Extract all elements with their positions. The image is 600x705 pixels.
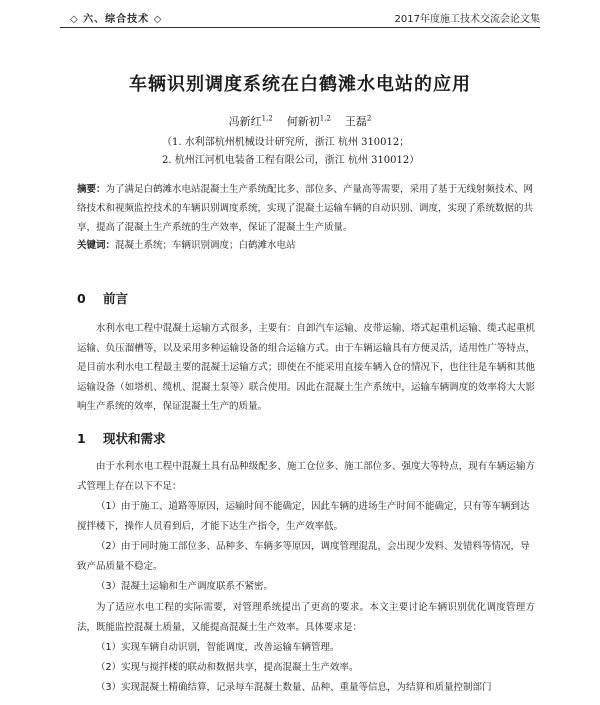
author-affiliation-mark: 2 [366, 114, 372, 123]
running-header-section: ◇ 六、综合技术 ◇ [70, 14, 163, 25]
section-title: 现状和需求 [103, 431, 166, 446]
paragraph: 为了适应水电工程的实际需要，对管理系统提出了更高的要求。本文主要讨论车辆识别优化调度管理方法，既能监控混凝土质量，又能提高混凝土生产效率。具体要求是： [77, 602, 535, 633]
section-heading [77, 429, 166, 447]
section-heading [77, 289, 128, 307]
list-item: （1）实现车辆自动识别，智能调度，改善运输车辆管理。 [96, 642, 340, 653]
list-item: （2）实现与搅拌楼的联动和数据共享，提高混凝土生产效率。 [96, 662, 359, 673]
keywords-label: 关键词： [77, 240, 116, 251]
list-item: （3）实现混凝土精确结算，记录每车混凝土数量、品种、重量等信息，为结算和质量控制部门 [96, 682, 492, 693]
header-rule [60, 27, 540, 28]
list-item: （3）混凝土运输和生产调度联系不紧密。 [96, 581, 274, 592]
running-header-journal: 2017年度施工技术交流会论文集 [394, 14, 540, 25]
affiliation-2: 2. 杭州江河机电装备工程有限公司，浙江 杭州 310012） [162, 155, 420, 166]
keywords-text: 混凝土系统；车辆识别调度；白鹤滩水电站 [115, 240, 296, 251]
keywords [77, 237, 535, 251]
paragraph: 由于水利水电工程中混凝土具有品种级配多、施工仓位多、施工部位多、强度大等特点，现有车辆运输方式管理上存在以下不足： [77, 461, 535, 492]
abstract-text: 为了满足白鹤滩水电站混凝土生产系统配比多、部位多、产量高等需要，采用了基于无线射频技术、网络技术和视频监控技术的车辆识别调度系统，实现了混凝土运输车辆的自动识别、调度，实现了系统数据的共享，提高了混凝土生产系统的生产效率，保证了混凝土生产质量。 [77, 184, 534, 233]
affiliation-1: （1. 水利部杭州机械设计研究所，浙江 杭州 310012； [162, 137, 410, 148]
author-line [0, 113, 600, 129]
section-title: 前言 [103, 291, 129, 306]
section-number: 1 [77, 431, 86, 446]
list-item: （1）由于施工、道路等原因，运输时间不能确定，因此车辆的进场生产时间不能确定，只有等车辆到达搅拌楼下，操作人员看到后，才能下达生产指令，生产效率低。 [77, 501, 530, 532]
list-item: （2）由于同时施工部位多、品种多、车辆多等原因，调度管理混乱，会出现少发料、发错料等情况，导致产品质量不稳定。 [77, 541, 530, 572]
author-affiliation-mark: 1,2 [319, 114, 331, 123]
author-name: 王磊 [344, 115, 367, 128]
abstract-label: 摘要： [77, 184, 106, 195]
abstract [77, 180, 535, 237]
author-name: 何新初 [286, 115, 320, 128]
author-name: 冯新红 [228, 115, 262, 128]
author-affiliation-mark: 1,2 [261, 114, 273, 123]
paragraph: 水利水电工程中混凝土运输方式很多，主要有：自卸汽车运输、皮带运输、塔式起重机运输、缆式起重机运输、负压溜槽等，以及采用多种运输设备的组合运输方式。由于车辆运输具有方便灵活，适用性广等特点，是目前水利水电工程最主要的混凝土运输方式；即使在不能采用直接车辆入仓的情况下，也往往是车辆和其他运输设备（如塔机、缆机、混凝土泵等）联合使用。因此在混凝土生产系统中，运输车辆调度的效率将大大影响生产系统的效率，保证混凝土生产的质量。 [77, 323, 535, 412]
paper-title: 车辆识别调度系统在白鹤滩水电站的应用 [129, 74, 471, 95]
section-number: 0 [77, 291, 86, 306]
